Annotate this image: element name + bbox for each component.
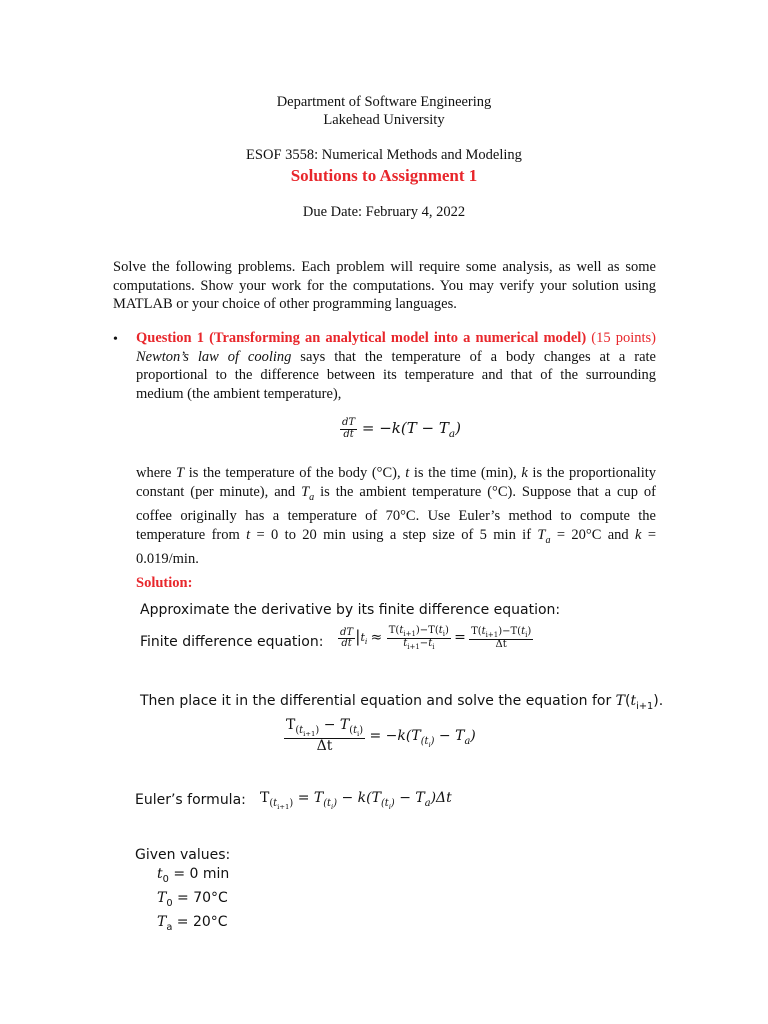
course-title: ESOF 3558: Numerical Methods and Modeling — [246, 147, 522, 163]
fd-label: Finite difference equation: — [140, 634, 324, 650]
given-label: Given values: — [135, 847, 231, 863]
then-place-text: Then place it in the differential equation and solve the equation for $T(t_{i+1})$. — [140, 693, 664, 712]
question-1-title: Question 1 (Transforming an analytical model into a numerical model) — [136, 330, 587, 346]
given-value-row: $t_0 = 0$ min — [157, 866, 230, 885]
given-value-row: $T_0 = 70^\circ C$ — [157, 889, 228, 909]
intro-paragraph: Solve the following problems. Each problem will require some analysis, as well as some computations. Show your work for the computations. You may verify your solution using MATLAB or your choice of other programming languages. — [113, 259, 656, 313]
bullet-icon: • — [113, 332, 118, 347]
question-1-description: where T is the temperature of the body (°C), t is the time (min), k is the proportionality constant (per minute), and $T_a$ is the ambient temperature (°C). Suppose that a cup of coffee originally has a temperature of 70°C. Use Euler’s method to compute the temperature from t = 0 to 20 min using a step size of 5 min if $T_a = 20^\circ C$ and k = 0.019/min. — [136, 465, 657, 568]
law-text: says that the temperature of a body changes at a rate proportional to the difference between its temperature and that of the surrounding medium (the ambient temperature), — [136, 348, 656, 402]
euler-formula: $T_{(t_{i+1})} = T_{(t_i)} - k(T_{(t_i)} - T_a)\Delta t$ — [260, 790, 452, 811]
law-name: Newton’s law of cooling — [136, 348, 292, 365]
question-1-points: (15 points) — [591, 330, 657, 346]
solution-label: Solution: — [136, 575, 193, 591]
euler-label: Euler’s formula: — [135, 792, 246, 808]
given-values — [157, 865, 229, 936]
fd-equation: $\frac{dT}{dt}$ $|t_i$ ≈ $\frac{T(t_{i+1})-T(t_i)}{t_{i+1}-t_i}$ = $\frac{T(t_{i+1})-T(t_i)}{\Delta t}$ — [340, 625, 532, 652]
question-1 — [136, 329, 656, 403]
university-name: Lakehead University — [323, 112, 445, 128]
department-name: Department of Software Engineering — [276, 94, 492, 110]
given-value-row: $T_a = 20^\circ C$ — [157, 913, 228, 933]
approx-text: Approximate the derivative by its finite difference equation: — [140, 602, 561, 618]
difference-equation: $\frac{T_{(t_{i+1})} - T_{(t_i)}}{\Delta t}$ = $-k(T_{(t_i)} - T_a)$ — [286, 717, 476, 754]
due-date: Due Date: February 4, 2022 — [302, 204, 466, 220]
ode-equation: $\frac{dT}{dt}$ = $-k(T - T_a)$ — [342, 417, 461, 440]
page-title: Solutions to Assignment 1 — [290, 166, 478, 185]
